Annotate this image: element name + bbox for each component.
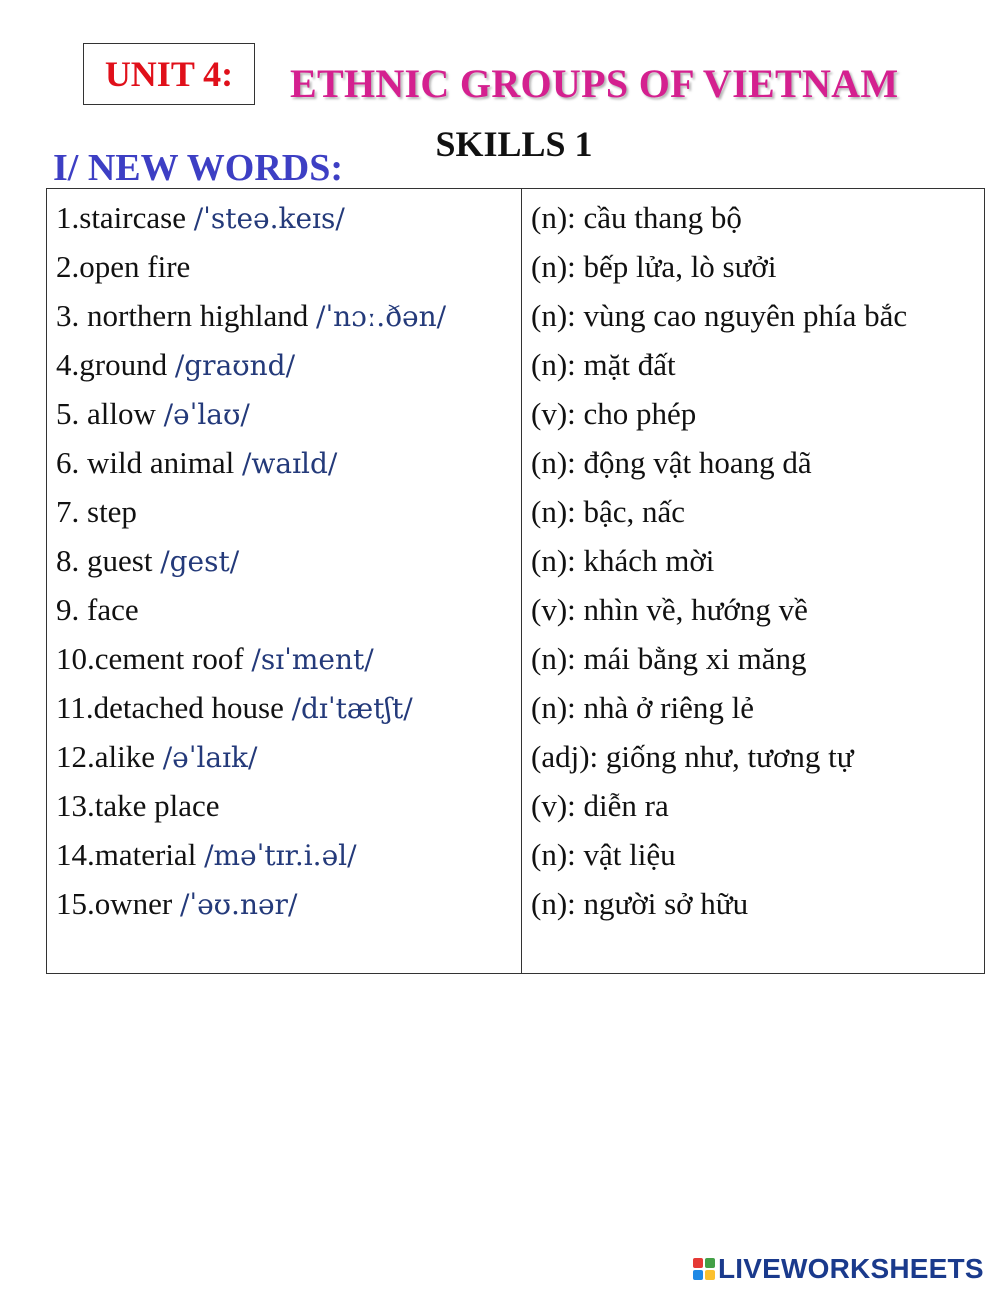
vocab-word-row: [56, 589, 521, 638]
worksheet-title: ETHNIC GROUPS OF VIETNAM: [290, 61, 899, 106]
vocab-word: 2.open fire: [56, 249, 191, 284]
logo-text: LIVEWORKSHEETS: [718, 1253, 984, 1284]
vocab-meaning: (n): cầu thang bộ: [531, 200, 742, 235]
vocab-word-row: [56, 344, 521, 393]
logo-square-blue: [693, 1270, 703, 1280]
vocab-pronunciation: /ˈəʊ.nər/: [179, 888, 298, 921]
vocab-word-row: [56, 834, 521, 883]
vocab-meaning: (n): động vật hoang dã: [531, 445, 812, 480]
vocabulary-meanings-column: [522, 189, 984, 973]
vocab-word: 15.owner: [56, 886, 180, 921]
vocab-word: 12.alike: [56, 739, 155, 774]
vocab-meaning: (v): cho phép: [531, 396, 697, 431]
vocab-pronunciation: /sɪˈment/: [251, 643, 374, 676]
vocab-pronunciation: /ˈnɔː.ðən/: [316, 300, 447, 333]
vocab-word: 14.material: [56, 837, 197, 872]
vocab-word: 9. face: [56, 592, 139, 627]
logo-square-green: [705, 1258, 715, 1268]
logo-square-red: [693, 1258, 703, 1268]
vocab-pronunciation: /əˈlaɪk/: [162, 741, 258, 774]
vocab-pronunciation: /dɪˈtætʃt/: [291, 692, 413, 725]
vocab-word: 13.take place: [56, 788, 220, 823]
vocab-meaning: (n): nhà ở riêng lẻ: [531, 690, 754, 725]
vocab-word: 10.cement roof: [56, 641, 252, 676]
logo-grid-icon: [693, 1258, 715, 1280]
vocab-word-row: [56, 736, 521, 785]
logo-square-yellow: [705, 1270, 715, 1280]
vocab-word-row: [56, 393, 521, 442]
vocab-word: 5. allow: [56, 396, 164, 431]
unit-label-box: [83, 43, 255, 105]
liveworksheets-logo: [693, 1253, 984, 1285]
vocab-meaning: (n): khách mời: [531, 543, 715, 578]
vocab-meaning: (n): vùng cao nguyên phía bắc: [531, 298, 908, 333]
lesson-subtitle: SKILLS 1: [435, 124, 593, 164]
vocab-word: 4.ground: [56, 347, 175, 382]
vocab-word: 11.detached house: [56, 690, 292, 725]
vocab-word-row: [56, 197, 521, 246]
vocab-pronunciation: /məˈtɪr.i.əl/: [204, 839, 357, 872]
vocab-word: 3. northern highland: [56, 298, 309, 333]
vocab-word-row: [56, 540, 521, 589]
vocab-pronunciation: /graʊnd/: [174, 349, 296, 382]
vocab-word-row: [56, 246, 521, 295]
vocab-meaning: (n): mặt đất: [531, 347, 676, 382]
section-heading-new-words: I/ NEW WORDS:: [53, 147, 343, 189]
vocab-meaning: (n): vật liệu: [531, 837, 676, 872]
vocab-word: 7. step: [56, 494, 137, 529]
vocab-meaning: (v): nhìn về, hướng về: [531, 592, 808, 627]
vocab-word-row: [56, 883, 521, 932]
vocab-pronunciation: /gest/: [160, 545, 240, 578]
vocab-pronunciation: /əˈlaʊ/: [163, 398, 250, 431]
vocab-meaning: (v): diễn ra: [531, 788, 669, 823]
vocabulary-table: [46, 188, 985, 974]
vocab-word: 1.staircase: [56, 200, 186, 235]
vocab-word: 8. guest: [56, 543, 153, 578]
vocab-meaning: (n): người sở hữu: [531, 886, 749, 921]
vocab-meaning: (adj): giống như, tương tự: [531, 739, 854, 774]
vocab-word-row: [56, 638, 521, 687]
vocab-word-row: [56, 295, 521, 344]
vocab-word-row: [56, 491, 521, 540]
vocab-word-row: [56, 785, 521, 834]
unit-label: UNIT 4:: [104, 54, 234, 94]
vocab-meaning: (n): bếp lửa, lò sưởi: [531, 249, 777, 284]
vocab-meaning: (n): mái bằng xi măng: [531, 641, 807, 676]
vocab-word-row: [56, 687, 521, 736]
vocab-word-row: [56, 442, 521, 491]
vocab-word: 6. wild animal: [56, 445, 235, 480]
vocabulary-words-column: [47, 189, 522, 973]
vocab-pronunciation: /ˈsteə.keɪs/: [193, 202, 345, 235]
vocab-pronunciation: /waɪld/: [241, 447, 338, 480]
vocab-meaning: (n): bậc, nấc: [531, 494, 686, 529]
